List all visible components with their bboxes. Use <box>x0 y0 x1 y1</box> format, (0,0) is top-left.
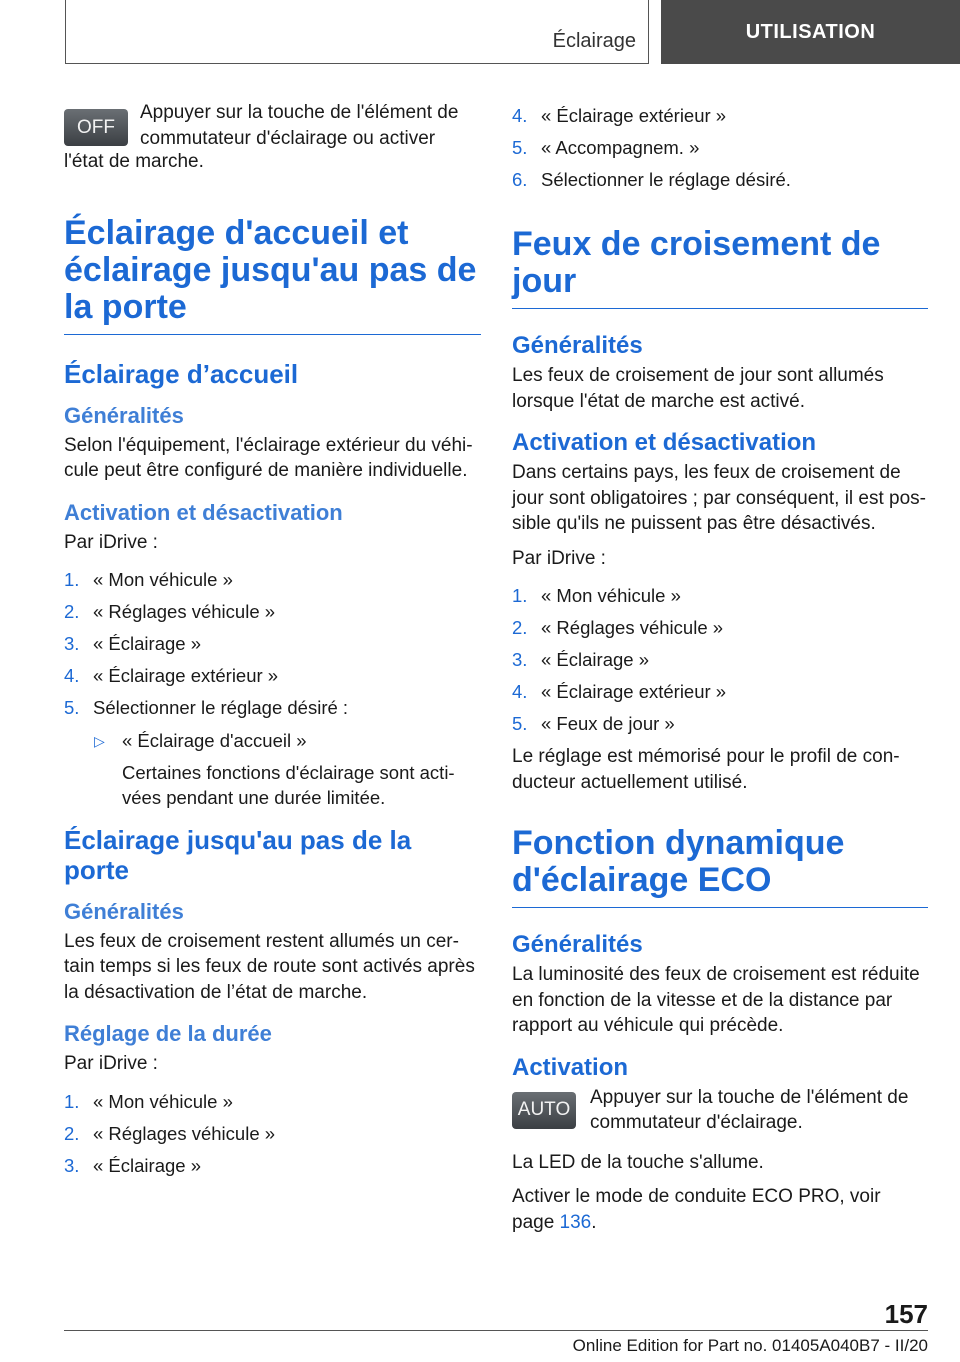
section-title: Éclairage <box>552 30 636 52</box>
list-item: 1. « Mon véhicule » <box>64 569 233 590</box>
auto-key-paragraph <box>512 1085 928 1136</box>
paragraph-led: La LED de la touche s'allume. <box>512 1151 764 1173</box>
off-key-paragraph <box>64 100 481 151</box>
auto-key-icon: AUTO <box>512 1092 576 1129</box>
triangle-bullet-icon: ▷ <box>94 733 105 749</box>
heading-activation: Activation et désactivation <box>512 429 817 456</box>
section-heading-daytime-running: Feux de croisement de jour <box>512 226 928 309</box>
list-item: 6. Sélectionner le réglage désiré. <box>512 169 791 190</box>
off-key-icon: OFF <box>64 109 128 146</box>
paragraph-drl-note: Le réglage est mémorisé pour le profil de con-ducteur actuellement utilisé. <box>512 746 900 793</box>
heading-doorstep-light: Éclairage jusqu'au pas de la porte <box>64 824 412 885</box>
header-section-box <box>65 0 649 64</box>
off-key-text: Appuyer sur la touche de l'élément de commutateur d'éclairage ou activer <box>140 102 459 149</box>
paragraph-drl-activation: Dans certains pays, les feux de croisement de jour sont obligatoires ; par conséquent, il est pos-sible qu'ils ne puissent pas être désactivés. <box>512 462 927 534</box>
list-item: 1. « Mon véhicule » <box>512 585 681 606</box>
footer-edition: Online Edition for Part no. 01405A040B7 - II/20 <box>572 1336 928 1355</box>
heading-eco-activation: Activation <box>512 1053 629 1081</box>
list-item: 1. « Mon véhicule » <box>64 1090 233 1112</box>
section-heading-welcome-doorstep: Éclairage d'accueil et éclairage jusqu'au pas de la porte <box>64 215 481 335</box>
sub-option <box>64 728 481 811</box>
heading-duration: Réglage de la durée <box>64 1021 272 1046</box>
list-item: 3. « Éclairage » <box>64 1154 201 1176</box>
list-item: 5. « Accompagnem. » <box>512 137 700 158</box>
welcome-steps-list <box>64 564 481 724</box>
list-item: 5. Sélectionner le réglage désiré : <box>64 697 349 718</box>
footer-rule <box>64 1330 928 1331</box>
heading-welcome-light: Éclairage d’accueil <box>64 358 299 389</box>
list-item: 3. « Éclairage » <box>64 633 201 654</box>
idrive-label: Par iDrive : <box>64 1053 158 1074</box>
idrive-label: Par iDrive : <box>512 547 606 569</box>
list-item: 4. « Éclairage extérieur » <box>64 665 279 686</box>
off-key-text-cont: l'état de marche. <box>64 151 204 172</box>
heading-general: Généralités <box>64 402 184 428</box>
heading-activation: Activation et désactivation <box>64 499 343 525</box>
chapter-tab: UTILISATION <box>661 0 960 64</box>
doorstep-steps-list <box>64 1086 481 1182</box>
doorstep-steps-continued <box>512 100 928 196</box>
heading-general: Généralités <box>64 898 184 924</box>
heading-general: Généralités <box>512 332 643 359</box>
paragraph-drl-general: Les feux de croisement de jour sont allumés lorsque l'état de marche est activé. <box>512 365 884 412</box>
idrive-label: Par iDrive : <box>64 531 158 553</box>
list-item: 3. « Éclairage » <box>512 649 649 670</box>
list-item: 5. « Feux de jour » <box>512 713 675 734</box>
left-column <box>64 100 481 1186</box>
auto-key-text: Appuyer sur la touche de l'élément de commutateur d'éclairage. <box>590 1086 909 1133</box>
sub-option-label: « Éclairage d'accueil » <box>122 730 307 751</box>
drl-steps-list <box>512 580 928 740</box>
list-item: 2. « Réglages véhicule » <box>512 617 724 638</box>
list-item: 2. « Réglages véhicule » <box>64 1122 276 1144</box>
paragraph-eco-pro: Activer le mode de conduite ECO PRO, voir page 136. <box>512 1186 881 1233</box>
list-item: 4. « Éclairage extérieur » <box>512 681 727 702</box>
list-item: 4. « Éclairage extérieur » <box>512 105 727 126</box>
sub-option-description: Certaines fonctions d'éclairage sont acti-vées pendant une durée limitée. <box>122 761 455 808</box>
paragraph-doorstep-general: Les feux de croisement restent allumés un cer-tain temps si les feux de route sont activés après la désactivation de l’état de marche. <box>64 930 475 1003</box>
heading-general: Généralités <box>512 931 643 958</box>
list-item: 2. « Réglages véhicule » <box>64 601 276 622</box>
paragraph-eco-general: La luminosité des feux de croisement est réduite en fonction de la vitesse et de la distance par rapport au véhicule qui précède. <box>512 964 920 1036</box>
paragraph-general: Selon l'équipement, l'éclairage extérieur du véhi-cule peut être configuré de manière individuelle. <box>64 434 473 481</box>
right-column <box>512 100 928 1244</box>
page-number: 157 <box>884 1299 928 1329</box>
page-reference-link[interactable]: 136 <box>559 1211 592 1233</box>
section-heading-eco-light: Fonction dynamique d'éclairage ECO <box>512 825 928 908</box>
